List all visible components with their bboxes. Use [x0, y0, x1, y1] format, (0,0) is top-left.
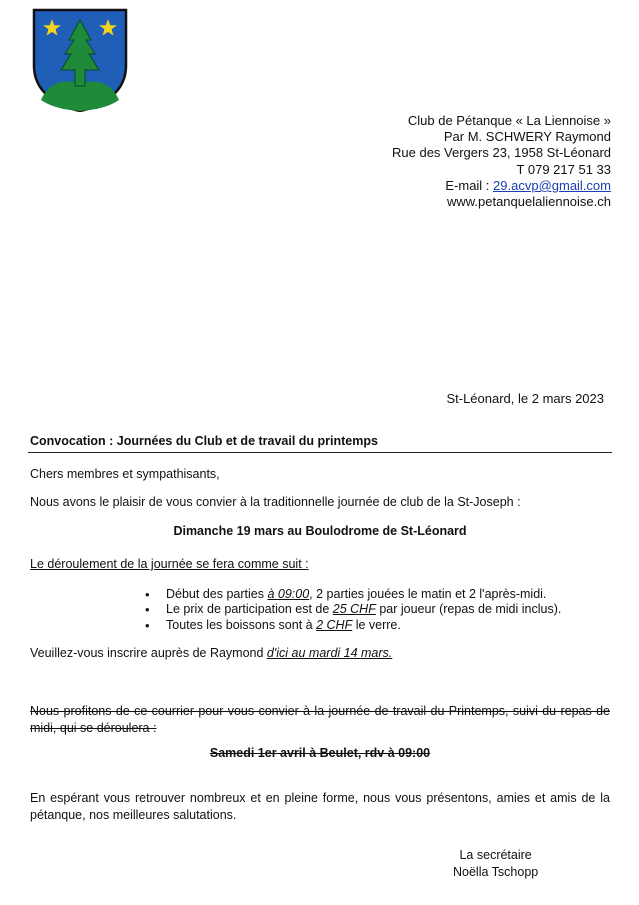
- list-item: • Le prix de participation est de 25 CHF par joueur (repas de midi inclus).: [148, 602, 561, 617]
- sender-name: Par M. SCHWERY Raymond: [443, 129, 611, 145]
- event-line: Dimanche 19 mars au Boulodrome de St-Léonard: [173, 524, 467, 538]
- program-list: [148, 587, 561, 633]
- club-name: Club de Pétanque « La Liennoise »: [407, 113, 611, 128]
- list-item: • Toutes les boissons sont à 2 CHF le verre.: [148, 618, 561, 633]
- participation-price: 25 CHF: [332, 602, 376, 617]
- sender-address: Rue des Vergers 23, 1958 St-Léonard: [392, 145, 611, 161]
- email-label: E-mail :: [445, 177, 494, 193]
- registration-line: Veuillez-vous inscrire auprès de Raymond d'ici au mardi 14 mars.: [30, 646, 393, 660]
- subject-divider: [28, 452, 612, 453]
- letter-subject: Convocation : Journées du Club et de travail du printemps: [30, 434, 378, 448]
- list-item: • Début des parties à 09:00, 2 parties jouées le matin et 2 l'après-midi.: [148, 587, 561, 602]
- letter-date: St-Léonard, le 2 mars 2023: [446, 391, 604, 406]
- website-text: www.petanquelaliennoise.ch: [446, 194, 611, 210]
- greeting: Chers membres et sympathisants,: [30, 467, 220, 481]
- signature-title: La secrétaire: [459, 848, 532, 862]
- program-heading: Le déroulement de la journée se fera comme suit :: [30, 557, 309, 571]
- sender-phone: T 079 217 51 33: [516, 161, 611, 177]
- drink-price: 2 CHF: [316, 617, 353, 632]
- registration-deadline: d'ici au mardi 14 mars.: [266, 646, 393, 660]
- sender-email-line: [392, 178, 611, 194]
- start-time: à 09:00: [267, 587, 310, 601]
- intro-paragraph: Nous avons le plaisir de vous convier à la traditionnelle journée de club de la St-Joseph :: [30, 495, 521, 509]
- signature-name: Noëlla Tschopp: [453, 864, 539, 879]
- closing-paragraph: En espérant vous retrouver nombreux et en pleine forme, nous vous présentons, amies et amis de la pétanque, nos meilleures salutations.: [30, 791, 610, 822]
- sender-address-block: [392, 113, 611, 210]
- signature-block: [453, 847, 538, 880]
- work-day-paragraph: Nous profitons de ce courrier pour vous convier à la journée de travail du Printemps, suivi du repas de midi, qui se déroulera :: [30, 704, 610, 735]
- coat-of-arms-logo: [31, 8, 129, 112]
- work-day-event: Samedi 1er avril à Beulet, rdv à 09:00: [209, 746, 431, 760]
- email-link[interactable]: 29.acvp@gmail.com: [493, 177, 611, 193]
